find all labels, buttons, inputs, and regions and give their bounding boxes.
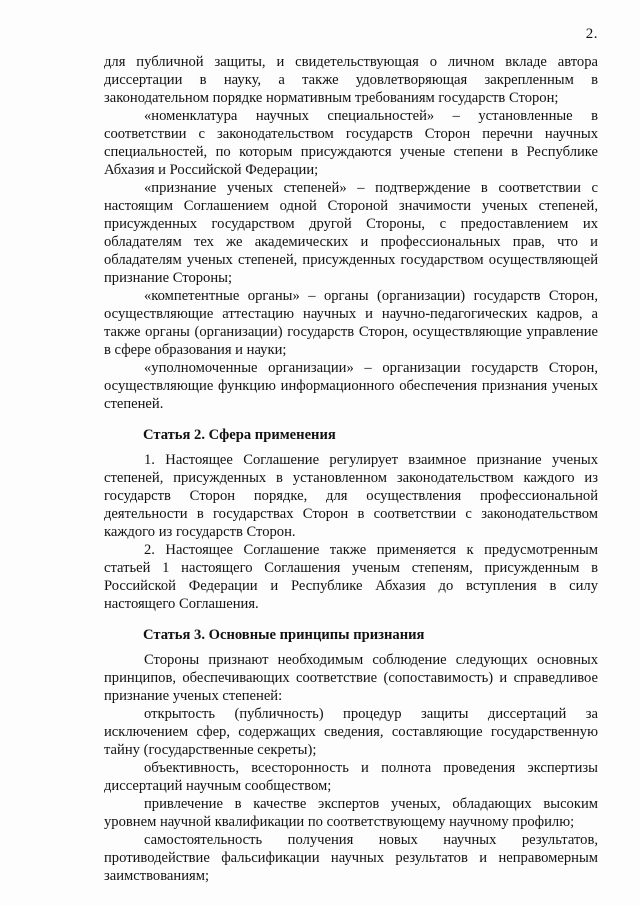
paragraph: «уполномоченные организации» – организации государств Сторон, осуществляющие функцию информационного обеспечения признания ученых степеней. bbox=[104, 360, 598, 412]
paragraph: объективность, всесторонность и полнота проведения экспертизы диссертаций научным сообществом; bbox=[104, 760, 598, 794]
page-number: 2. bbox=[585, 26, 598, 42]
paragraph: привлечение в качестве экспертов ученых, обладающих высоким уровнем научной квалификации по соответствующему научному профилю; bbox=[104, 796, 598, 830]
article-3-heading: Статья 3. Основные принципы признания bbox=[143, 627, 425, 643]
paragraph: «компетентные органы» – органы (организации) государств Сторон, осуществляющие аттестацию научных и научно-педагогических кадров, а также органы (организации) государств Сторон, осуществляющие управление в сфере образования и науки; bbox=[104, 288, 598, 358]
paragraph: для публичной защиты, и свидетельствующая о личном вкладе автора диссертации в науку, а также удовлетворяющая закрепленным в законодательном порядке нормативным требованиям государств Сторон; bbox=[104, 54, 598, 106]
paragraph: Стороны признают необходимым соблюдение следующих основных принципов, обеспечивающих соответствие (сопоставимость) и справедливое признание ученых степеней: bbox=[104, 652, 598, 704]
article-2-heading: Статья 2. Сфера применения bbox=[143, 427, 336, 443]
paragraph: самостоятельность получения новых научных результатов, противодействие фальсификации научных результатов и неправомерным заимствованиям; bbox=[104, 832, 598, 884]
paragraph: 2. Настоящее Соглашение также применяется к предусмотренным статьей 1 настоящего Соглашения ученым степеням, присужденным в Российской Федерации и Республике Абхазия до вступления в силу настоящего Соглашения. bbox=[104, 542, 598, 612]
document-body bbox=[104, 53, 598, 885]
paragraph: «номенклатура научных специальностей» – установленные в соответствии с законодательством государств Сторон перечни научных специальностей, по которым присуждаются ученые степени в Республике Абхазия и Российской Федерации; bbox=[104, 108, 598, 178]
paragraph: 1. Настоящее Соглашение регулирует взаимное признание ученых степеней, присужденных в установленном законодательством каждого из государств Сторон порядке, для осуществления профессиональной деятельности в государствах Сторон в соответствии с законодательством каждого из государств Сторон. bbox=[104, 452, 598, 540]
paragraph: открытость (публичность) процедур защиты диссертаций за исключением сфер, содержащих сведения, составляющие государственную тайну (государственные секреты); bbox=[104, 706, 598, 758]
paragraph: «признание ученых степеней» – подтверждение в соответствии с настоящим Соглашением одной Стороной значимости ученых степеней, присужденных государством другой Стороны, с предоставлением их обладателям тех же академических и профессиональных прав, что и обладателям ученых степеней, присужденных государством осуществляющей признание Стороны; bbox=[104, 180, 598, 286]
